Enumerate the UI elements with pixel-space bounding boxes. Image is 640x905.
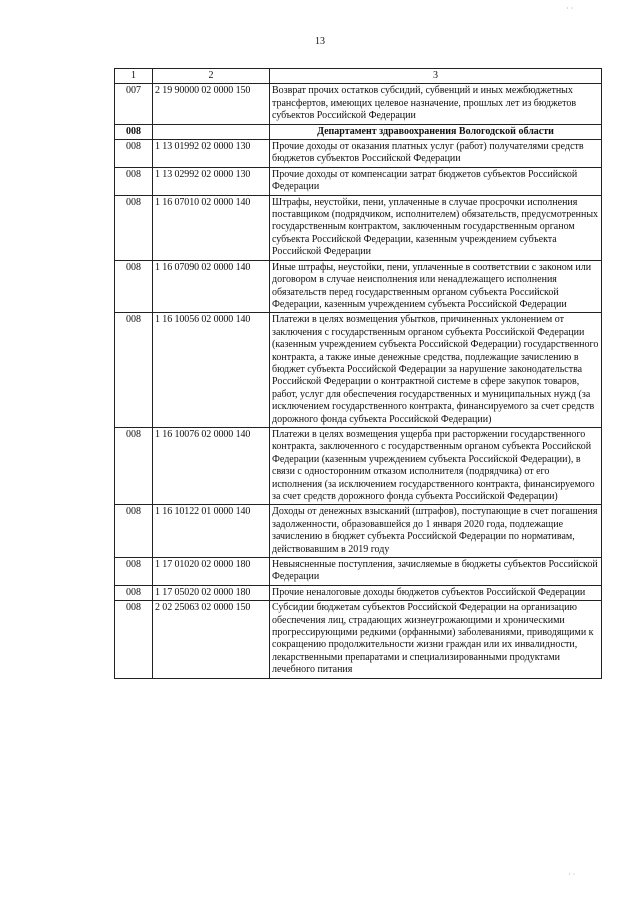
budget-code-cell: 1 16 07090 02 0000 140	[153, 260, 270, 313]
page-number: 13	[315, 36, 325, 47]
table-row	[115, 313, 602, 428]
income-name-cell: Доходы от денежных взысканий (штрафов), поступающие в счет погашения задолженности, образовавшейся до 1 января 2020 года, подлежащие зачислению в бюджет субъекта Российской Федерации по нормативам, действовавшим в 2019 году	[270, 505, 602, 558]
department-row	[115, 124, 602, 139]
table-row	[115, 427, 602, 504]
budget-code-cell: 1 17 01020 02 0000 180	[153, 558, 270, 586]
table-body	[115, 84, 602, 678]
table-row	[115, 140, 602, 168]
table-row	[115, 260, 602, 313]
budget-code-cell: 1 13 02992 02 0000 130	[153, 167, 270, 195]
income-name-cell: Возврат прочих остатков субсидий, субвенций и иных межбюджетных трансфертов, имеющих целевое назначение, прошлых лет из бюджетов субъектов Российской Федерации	[270, 84, 602, 124]
income-name-cell: Иные штрафы, неустойки, пени, уплаченные в соответствии с законом или договором в случае неисполнения или ненадлежащего исполнения обязательств перед государственным органом субъекта Российской Федерации, казенным учреждением субъекта Российской Федерации	[270, 260, 602, 313]
budget-code-cell: 1 13 01992 02 0000 130	[153, 140, 270, 168]
budget-code-cell: 1 16 07010 02 0000 140	[153, 195, 270, 260]
admin-code-cell: 008	[115, 427, 153, 504]
column-header-name: 3	[270, 69, 602, 84]
admin-code-cell: 008	[115, 601, 153, 678]
table-header-row	[115, 69, 602, 84]
admin-code-cell: 007	[115, 84, 153, 124]
income-name-cell: Невыясненные поступления, зачисляемые в бюджеты субъектов Российской Федерации	[270, 558, 602, 586]
budget-code-cell: 1 17 05020 02 0000 180	[153, 585, 270, 600]
table-row	[115, 558, 602, 586]
column-header-code: 2	[153, 69, 270, 84]
income-name-cell: Штрафы, неустойки, пени, уплаченные в случае просрочки исполнения поставщиком (подрядчиком, исполнителем) обязательств, предусмотренных государственным контрактом, заключенным государственным органом субъекта Российской Федерации, казенным учреждением субъекта Российской Федерации	[270, 195, 602, 260]
income-name-cell: Прочие неналоговые доходы бюджетов субъектов Российской Федерации	[270, 585, 602, 600]
budget-code-cell: 1 16 10122 01 0000 140	[153, 505, 270, 558]
table-row	[115, 84, 602, 124]
budget-code-cell	[153, 124, 270, 139]
table-row	[115, 195, 602, 260]
income-name-cell: Субсидии бюджетам субъектов Российской Федерации на организацию обеспечения лиц, страдающих жизнеугрожающими и хроническими прогрессирующими редкими (орфанными) заболеваниями, приводящими к сокращению продолжительности жизни граждан или их инвалидности, лекарственными препаратами и специализированными продуктами лечебного питания	[270, 601, 602, 678]
table-row	[115, 167, 602, 195]
budget-code-cell: 2 02 25063 02 0000 150	[153, 601, 270, 678]
income-name-cell: Платежи в целях возмещения ущерба при расторжении государственного контракта, заключенного с государственным органом субъекта Российской Федерации (казенным учреждением субъекта Российской Федерации), в связи с односторонним отказом исполнителя (подрядчика) от его исполнения (за исключением государственного контракта, финансируемого за счет средств дорожного фонда субъекта Российской Федерации)	[270, 427, 602, 504]
table-row	[115, 505, 602, 558]
budget-code-cell: 2 19 90000 02 0000 150	[153, 84, 270, 124]
table-row	[115, 585, 602, 600]
budget-code-cell: 1 16 10056 02 0000 140	[153, 313, 270, 428]
column-header-admin: 1	[115, 69, 153, 84]
admin-code-cell: 008	[115, 558, 153, 586]
budget-code-cell: 1 16 10076 02 0000 140	[153, 427, 270, 504]
admin-code-cell: 008	[115, 505, 153, 558]
scan-mark: · ·	[566, 4, 574, 13]
income-name-cell: Департамент здравоохранения Вологодской области	[270, 124, 602, 139]
income-name-cell: Платежи в целях возмещения убытков, причиненных уклонением от заключения с государственным органом субъекта Российской Федерации (казенным учреждением субъекта Российской Федерации) государственного контракта, а также иные денежные средства, подлежащие зачислению в бюджет субъекта Российской Федерации за нарушение законодательства Российской Федерации о контрактной системе в сфере закупок товаров, работ, услуг для обеспечения государственных и муниципальных нужд (за исключением государственного контракта, финансируемого за счет средств дорожного фонда субъекта Российской Федерации)	[270, 313, 602, 428]
table-row	[115, 601, 602, 678]
scan-mark: · ·	[568, 870, 576, 879]
admin-code-cell: 008	[115, 313, 153, 428]
income-name-cell: Прочие доходы от оказания платных услуг (работ) получателями средств бюджетов субъектов Российской Федерации	[270, 140, 602, 168]
admin-code-cell: 008	[115, 195, 153, 260]
admin-code-cell: 008	[115, 260, 153, 313]
admin-code-cell: 008	[115, 585, 153, 600]
revenue-classification-table	[114, 68, 602, 679]
admin-code-cell: 008	[115, 124, 153, 139]
income-name-cell: Прочие доходы от компенсации затрат бюджетов субъектов Российской Федерации	[270, 167, 602, 195]
admin-code-cell: 008	[115, 167, 153, 195]
admin-code-cell: 008	[115, 140, 153, 168]
